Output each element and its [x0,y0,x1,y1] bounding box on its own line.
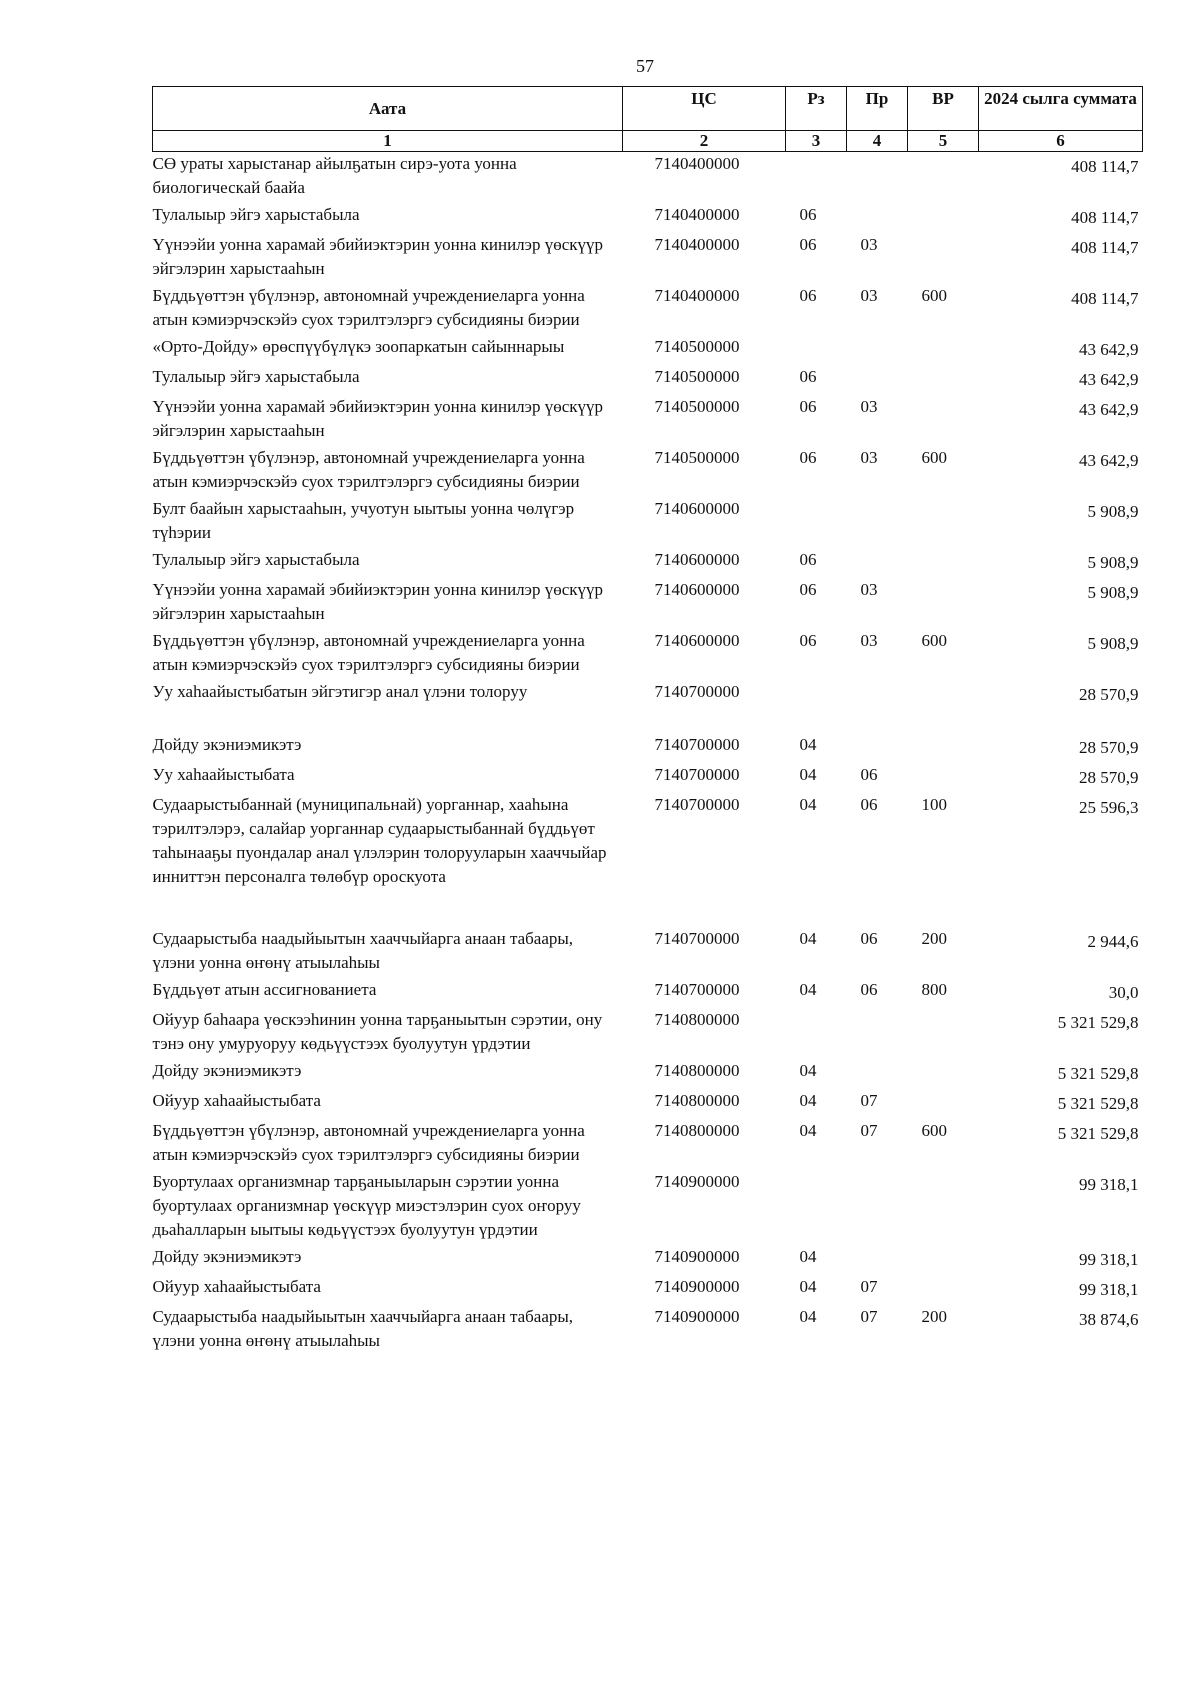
table-row [153,763,1143,793]
row-vr-code [908,578,979,629]
row-cs-code: 7140600000 [654,499,740,518]
table-row [153,1275,1143,1305]
row-cs-code: 7140700000 [654,980,740,999]
row-rz-code: 04 [799,795,817,814]
table-row [153,1305,1143,1356]
row-cs-code: 7140800000 [654,1121,740,1140]
row-pr-code [847,497,908,548]
row-pr-code: 07 [860,1121,878,1140]
row-sum: 43 642,9 [1079,370,1139,389]
row-pr-code [847,203,908,233]
row-name: Бүддьүөттэн үбүлэнэр, автономнай учреждениеларга уонна атын кэмиэрчэскэйэ суох тэрилтэлэргэ субсидияны биэрии [152,1121,585,1164]
row-sum: 5 321 529,8 [1057,1124,1139,1143]
row-vr-code [908,1275,979,1305]
row-rz-code: 04 [799,765,817,784]
row-vr-code [908,1245,979,1275]
table-row [153,152,1143,204]
row-pr-code: 07 [860,1307,878,1326]
row-sum: 5 908,9 [1087,634,1139,653]
row-name: Бүддьүөт атын ассигнованиета [152,980,377,999]
row-sum: 28 570,9 [1079,738,1139,757]
table-row [153,978,1143,1008]
table-row [153,284,1143,335]
row-vr-code [908,548,979,578]
row-cs-code: 7140500000 [654,448,740,467]
row-rz-code: 06 [799,367,817,386]
row-vr-code [908,233,979,284]
row-name: Булт баайын харыстааһын, учуотун ыытыы уонна чөлүгэр түһэрии [152,499,575,542]
table-row [153,793,1143,927]
row-vr-code [908,1008,979,1059]
row-name: Тулалыыр эйгэ харыстабыла [152,550,360,569]
row-cs-code: 7140800000 [654,1091,740,1110]
row-name: «Орто-Дойду» өрөспүүбүлүкэ зоопаркатын сайыннарыы [152,337,565,356]
row-rz-code: 06 [799,580,817,599]
row-rz-code [786,152,847,204]
row-vr-code [908,335,979,365]
row-rz-code [786,497,847,548]
table-row [153,1245,1143,1275]
row-cs-code: 7140600000 [654,631,740,650]
column-number-row [153,131,1143,152]
row-vr-code [908,203,979,233]
row-rz-code: 04 [799,929,817,948]
table-row [153,446,1143,497]
row-rz-code [786,680,847,733]
table-body [153,152,1143,1357]
row-name: Ойуур хаһаайыстыбата [152,1091,321,1110]
row-sum: 43 642,9 [1079,451,1139,470]
header-cs: ЦС [623,87,786,131]
row-rz-code: 04 [799,735,817,754]
column-number: 3 [786,131,847,152]
table-row [153,203,1143,233]
row-rz-code: 04 [799,1307,817,1326]
row-sum: 99 318,1 [1079,1175,1139,1194]
row-vr-code: 100 [921,795,947,814]
row-name: Ойуур хаһаайыстыбата [152,1277,321,1296]
row-pr-code [847,1059,908,1089]
row-pr-code [847,1008,908,1059]
row-vr-code [908,395,979,446]
page-number: 57 [636,56,654,76]
row-name: СӨ ураты харыстанар айылҕатын сирэ-уота уонна биологическай баайа [152,154,517,197]
row-name: Буортулаах организмнар тарҕаныыларын сэрэтии уонна буортулаах организмнар үөскүүр миэстэлэрин суох оҥоруу дьаһалларын ыытыы көдьүүстээх буолуутун үрдэтии [152,1172,581,1239]
row-cs-code: 7140700000 [654,682,740,701]
row-rz-code: 04 [799,1121,817,1140]
row-name: Судаарыстыба наадыйыытын хааччыйарга анаан табаары, үлэни уонна өҥөнү атыылаһыы [152,1307,574,1350]
row-sum: 28 570,9 [1079,768,1139,787]
column-number: 6 [979,131,1143,152]
row-name: Үүнээйи уонна харамай эбийиэктэрин уонна кинилэр үөскүүр эйгэлэрин харыстааһын [152,580,603,623]
header-name: Аата [153,87,623,131]
row-name: Дойду экэниэмикэтэ [152,735,302,754]
row-name: Тулалыыр эйгэ харыстабыла [152,205,360,224]
row-rz-code: 06 [799,235,817,254]
row-sum: 5 321 529,8 [1057,1094,1139,1113]
row-name: Уу хаһаайыстыбата [152,765,295,784]
row-name: Уу хаһаайыстыбатын эйгэтигэр анал үлэни толоруу [152,682,528,701]
row-sum: 99 318,1 [1079,1250,1139,1269]
row-cs-code: 7140500000 [654,367,740,386]
row-vr-code: 200 [921,1307,947,1326]
row-cs-code: 7140900000 [654,1307,740,1326]
row-cs-code: 7140500000 [654,337,740,356]
table-row [153,233,1143,284]
row-cs-code: 7140400000 [654,154,740,173]
row-cs-code: 7140400000 [654,235,740,254]
row-pr-code [847,1170,908,1245]
column-number: 2 [623,131,786,152]
row-cs-code: 7140700000 [654,795,740,814]
row-vr-code: 600 [921,631,947,650]
row-pr-code: 06 [860,980,878,999]
table-row [153,548,1143,578]
header-rz: Рз [786,87,847,131]
row-sum: 25 596,3 [1079,798,1139,817]
row-vr-code [908,497,979,548]
table-row [153,497,1143,548]
row-vr-code [908,365,979,395]
row-pr-code [847,335,908,365]
table-row [153,629,1143,680]
table-row [153,365,1143,395]
table-row [153,1089,1143,1119]
table-row [153,1008,1143,1059]
row-pr-code: 03 [860,448,878,467]
row-rz-code: 04 [799,980,817,999]
row-pr-code: 03 [860,286,878,305]
row-sum: 28 570,9 [1079,685,1139,704]
row-cs-code: 7140700000 [654,929,740,948]
row-pr-code [847,680,908,733]
row-vr-code [908,1170,979,1245]
row-sum: 43 642,9 [1079,340,1139,359]
row-rz-code: 04 [799,1277,817,1296]
row-pr-code [847,733,908,763]
row-vr-code: 200 [921,929,947,948]
row-cs-code: 7140700000 [654,765,740,784]
table-row [153,1119,1143,1170]
column-number: 4 [847,131,908,152]
row-cs-code: 7140400000 [654,205,740,224]
row-sum: 5 321 529,8 [1057,1064,1139,1083]
row-pr-code [847,1245,908,1275]
row-rz-code: 06 [799,397,817,416]
budget-table [152,86,1143,1356]
budget-table-container [152,86,1142,1356]
row-rz-code: 04 [799,1091,817,1110]
row-vr-code: 600 [921,448,947,467]
row-sum: 5 321 529,8 [1057,1013,1139,1032]
row-sum: 408 114,7 [1071,157,1139,176]
row-pr-code: 03 [860,580,878,599]
column-number: 5 [908,131,979,152]
row-vr-code [908,152,979,204]
row-sum: 43 642,9 [1079,400,1139,419]
row-rz-code: 06 [799,631,817,650]
row-rz-code: 06 [799,550,817,569]
row-cs-code: 7140600000 [654,580,740,599]
column-number: 1 [153,131,623,152]
row-name: Бүддьүөттэн үбүлэнэр, автономнай учреждениеларга уонна атын кэмиэрчэскэйэ суох тэрилтэлэргэ субсидияны биэрии [152,631,585,674]
row-name: Үүнээйи уонна харамай эбийиэктэрин уонна кинилэр үөскүүр эйгэлэрин харыстааһын [152,397,603,440]
row-vr-code: 600 [921,1121,947,1140]
row-pr-code: 03 [860,631,878,650]
table-row [153,335,1143,365]
row-cs-code: 7140900000 [654,1277,740,1296]
row-name: Дойду экэниэмикэтэ [152,1061,302,1080]
row-vr-code: 800 [921,980,947,999]
row-cs-code: 7140900000 [654,1247,740,1266]
row-name: Дойду экэниэмикэтэ [152,1247,302,1266]
row-cs-code: 7140700000 [654,735,740,754]
row-sum: 5 908,9 [1087,553,1139,572]
row-pr-code: 03 [860,397,878,416]
row-name: Бүддьүөттэн үбүлэнэр, автономнай учреждениеларга уонна атын кэмиэрчэскэйэ суох тэрилтэлэргэ субсидияны биэрии [152,286,585,329]
row-cs-code: 7140600000 [654,550,740,569]
row-rz-code [786,1170,847,1245]
table-row [153,733,1143,763]
table-row [153,1170,1143,1245]
row-cs-code: 7140500000 [654,397,740,416]
row-pr-code [847,152,908,204]
table-row [153,1059,1143,1089]
table-row [153,680,1143,733]
row-vr-code [908,733,979,763]
row-rz-code [786,335,847,365]
header-sum: 2024 сылга суммата [979,87,1143,131]
row-name: Судаарыстыба наадыйыытын хааччыйарга анаан табаары, үлэни уонна өҥөнү атыылаһыы [152,929,574,972]
row-name: Үүнээйи уонна харамай эбийиэктэрин уонна кинилэр үөскүүр эйгэлэрин харыстааһын [152,235,603,278]
table-row [153,927,1143,978]
row-cs-code: 7140400000 [654,286,740,305]
row-rz-code: 06 [799,448,817,467]
row-pr-code [847,548,908,578]
row-sum: 38 874,6 [1079,1310,1139,1329]
table-header [153,87,1143,152]
row-name: Ойуур баһаара үөскээһинин уонна тарҕаныытын сэрэтии, ону тэнэ ону умуруоруу көдьүүстээх буолуутун үрдэтии [152,1010,603,1053]
row-rz-code: 06 [799,286,817,305]
row-sum: 408 114,7 [1071,238,1139,257]
row-pr-code: 03 [860,235,878,254]
row-rz-code: 04 [799,1061,817,1080]
row-pr-code: 07 [860,1277,878,1296]
row-name: Судаарыстыбаннай (муниципальнай) уорганнар, хааһына тэрилтэлэрэ, салайар уорганнар судаарыстыбаннай бүддьүөт таһынааҕы пуондалар анал үлэлэрин толорууларын хааччыйар инниттэн персоналга төлөбүр ороскуота [152,795,607,886]
row-pr-code: 06 [860,765,878,784]
row-pr-code: 07 [860,1091,878,1110]
row-cs-code: 7140900000 [654,1172,740,1191]
row-sum: 2 944,6 [1087,932,1139,951]
row-rz-code: 04 [799,1247,817,1266]
row-sum: 99 318,1 [1079,1280,1139,1299]
row-vr-code: 600 [921,286,947,305]
row-pr-code: 06 [860,795,878,814]
row-pr-code: 06 [860,929,878,948]
row-sum: 5 908,9 [1087,583,1139,602]
row-sum: 408 114,7 [1071,208,1139,227]
row-rz-code [786,1008,847,1059]
row-vr-code [908,763,979,793]
row-cs-code: 7140800000 [654,1061,740,1080]
row-sum: 408 114,7 [1071,289,1139,308]
row-cs-code: 7140800000 [654,1010,740,1029]
row-sum: 5 908,9 [1087,502,1139,521]
header-pr: Пр [847,87,908,131]
header-vr: ВР [908,87,979,131]
row-sum: 30,0 [1108,983,1139,1002]
row-name: Бүддьүөттэн үбүлэнэр, автономнай учреждениеларга уонна атын кэмиэрчэскэйэ суох тэрилтэлэргэ субсидияны биэрии [152,448,585,491]
row-pr-code [847,365,908,395]
row-vr-code [908,1059,979,1089]
table-row [153,578,1143,629]
table-row [153,395,1143,446]
row-name: Тулалыыр эйгэ харыстабыла [152,367,360,386]
row-vr-code [908,1089,979,1119]
row-vr-code [908,680,979,733]
row-rz-code: 06 [799,205,817,224]
